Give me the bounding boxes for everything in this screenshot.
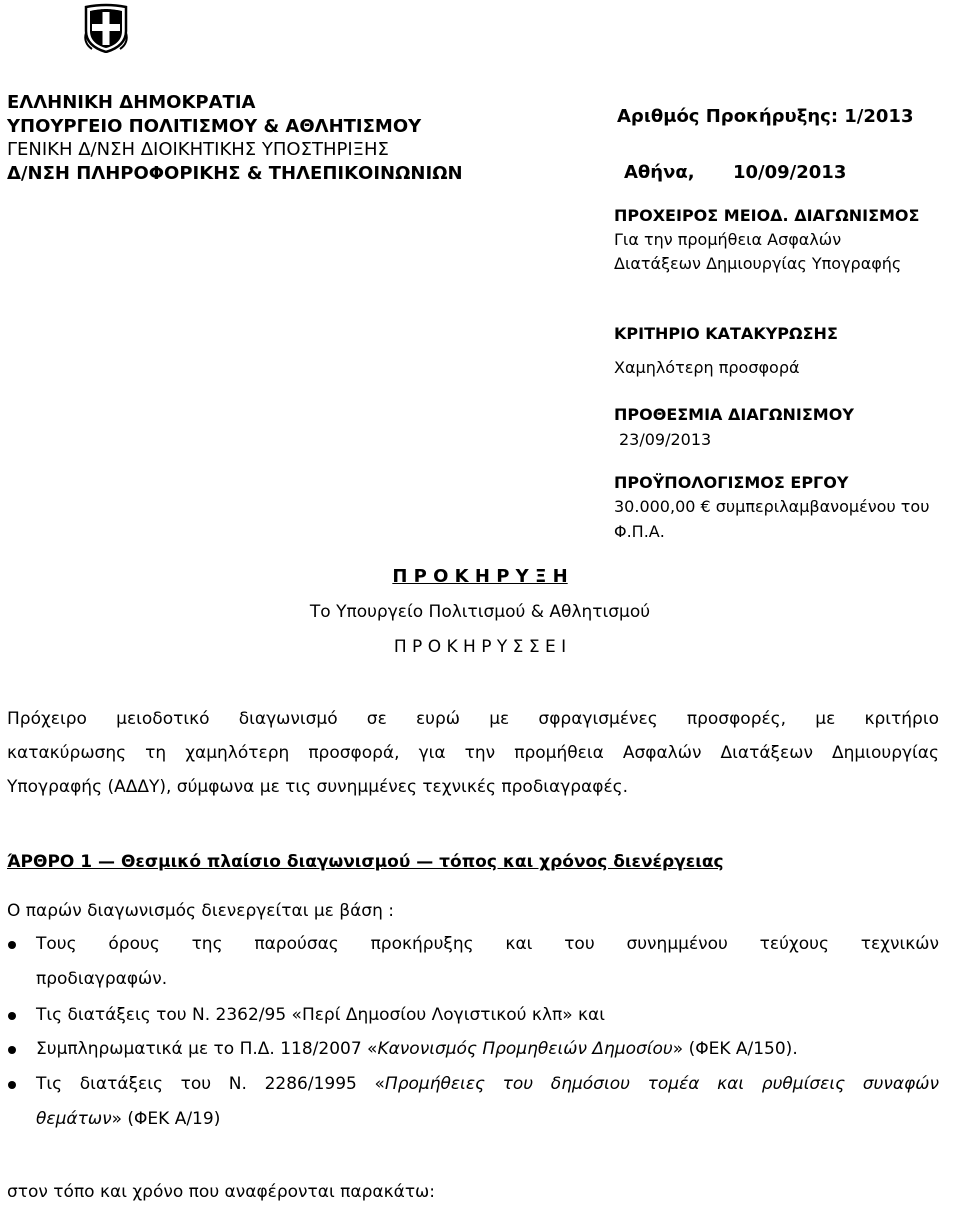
bullet-icon xyxy=(8,1081,16,1089)
law-title-part-1: Προμήθειες του δημόσιου τομέα και ρυθμίσεις συναφών xyxy=(384,1074,939,1094)
article-1-item-4-line-2 xyxy=(36,1105,220,1134)
tender-subject-line-1: Για την προμήθεια Ασφαλών xyxy=(614,230,842,249)
intro-line-2: κατακύρωσης τη χαμηλότερη προσφορά, για την προμήθεια Ασφαλών Διατάξεων Δημιουργίας xyxy=(7,743,939,763)
article-1-item-1-line-1: Τους όρους της παρούσας προκήρυξης και του συνημμένου τεύχους τεχνικών xyxy=(36,934,939,954)
article-1-item-2: Τις διατάξεις του Ν. 2362/95 «Περί Δημοσίου Λογιστικού κλπ» και xyxy=(36,1005,606,1025)
regulation-title: Κανονισμός Προμηθειών Δημοσίου xyxy=(377,1039,673,1059)
date: 10/09/2013 xyxy=(733,162,847,183)
article-1-item-4-line-1 xyxy=(36,1070,939,1099)
announcement-verb: Π Ρ Ο Κ Η Ρ Υ Σ Σ Ε Ι xyxy=(393,637,567,657)
article-1-item-3-pre: Συμπληρωματικά με το Π.Δ. 118/2007 « xyxy=(36,1039,378,1059)
general-directorate: ΓΕΝΙΚΗ Δ/ΝΣΗ ΔΙΟΙΚΗΤΙΚΗΣ ΥΠΟΣΤΗΡΙΞΗΣ xyxy=(7,139,389,160)
article-1-item-4-post: » (ΦΕΚ Α/19) xyxy=(111,1109,221,1129)
announcement-issuer: Το Υπουργείο Πολιτισμού & Αθλητισμού xyxy=(309,602,651,622)
intro-line-1: Πρόχειρο μειοδοτικό διαγωνισμό σε ευρώ με σφραγισμένες προσφορές, με κριτήριο xyxy=(7,709,939,729)
country-name: ΕΛΛΗΝΙΚΗ ΔΗΜΟΚΡΑΤΙΑ xyxy=(7,92,256,113)
greek-coat-of-arms-icon xyxy=(82,3,130,53)
article-1-item-4-pre: Τις διατάξεις του Ν. 2286/1995 « xyxy=(36,1074,385,1094)
criterion-value: Χαμηλότερη προσφορά xyxy=(614,358,800,377)
bullet-icon xyxy=(8,1012,16,1020)
budget-value: 30.000,00 € συμπεριλαμβανομένου του xyxy=(614,497,930,516)
article-1-item-3 xyxy=(36,1035,798,1064)
article-1-item-3-post: » (ΦΕΚ Α/150). xyxy=(672,1039,798,1059)
article-1-item-1-line-2: προδιαγραφών. xyxy=(36,969,168,989)
article-1-heading: ΆΡΘΡΟ 1 — Θεσμικό πλαίσιο διαγωνισμού — τόπος και χρόνος διενέργειας xyxy=(7,852,724,872)
law-title-part-2: θεμάτων xyxy=(36,1109,112,1129)
article-1-closing: στον τόπο και χρόνο που αναφέρονται παρακάτω: xyxy=(7,1182,436,1202)
intro-line-3: Υπογραφής (ΑΔΔΥ), σύμφωνα με τις συνημμένες τεχνικές προδιαγραφές. xyxy=(7,777,629,797)
criterion-label: ΚΡΙΤΗΡΙΟ ΚΑΤΑΚΥΡΩΣΗΣ xyxy=(614,324,838,343)
place: Αθήνα, xyxy=(624,162,695,183)
bullet-icon xyxy=(8,1046,16,1054)
article-1-lead: Ο παρών διαγωνισμός διενεργείται με βάση : xyxy=(7,901,394,921)
directorate: Δ/ΝΣΗ ΠΛΗΡΟΦΟΡΙΚΗΣ & ΤΗΛΕΠΙΚΟΙΝΩΝΙΩΝ xyxy=(7,163,463,184)
deadline-label: ΠΡΟΘΕΣΜΙΑ ΔΙΑΓΩΝΙΣΜΟΥ xyxy=(614,405,854,424)
announcement-title: Π Ρ Ο Κ Η Ρ Υ Ξ Η xyxy=(392,566,568,587)
budget-value-vat: Φ.Π.Α. xyxy=(614,522,665,541)
budget-label: ΠΡΟΫΠΟΛΟΓΙΣΜΟΣ ΕΡΓΟΥ xyxy=(614,473,849,492)
tender-subject-line-2: Διατάξεων Δημιουργίας Υπογραφής xyxy=(614,254,902,273)
bullet-icon xyxy=(8,941,16,949)
deadline-value: 23/09/2013 xyxy=(619,430,712,449)
ministry-name: ΥΠΟΥΡΓΕΙΟ ΠΟΛΙΤΙΣΜΟΥ & ΑΘΛΗΤΙΣΜΟΥ xyxy=(7,116,422,137)
notice-number: Αριθμός Προκήρυξης: 1/2013 xyxy=(617,106,914,127)
tender-type: ΠΡΟΧΕΙΡΟΣ ΜΕΙΟΔ. ΔΙΑΓΩΝΙΣΜΟΣ xyxy=(614,206,920,225)
